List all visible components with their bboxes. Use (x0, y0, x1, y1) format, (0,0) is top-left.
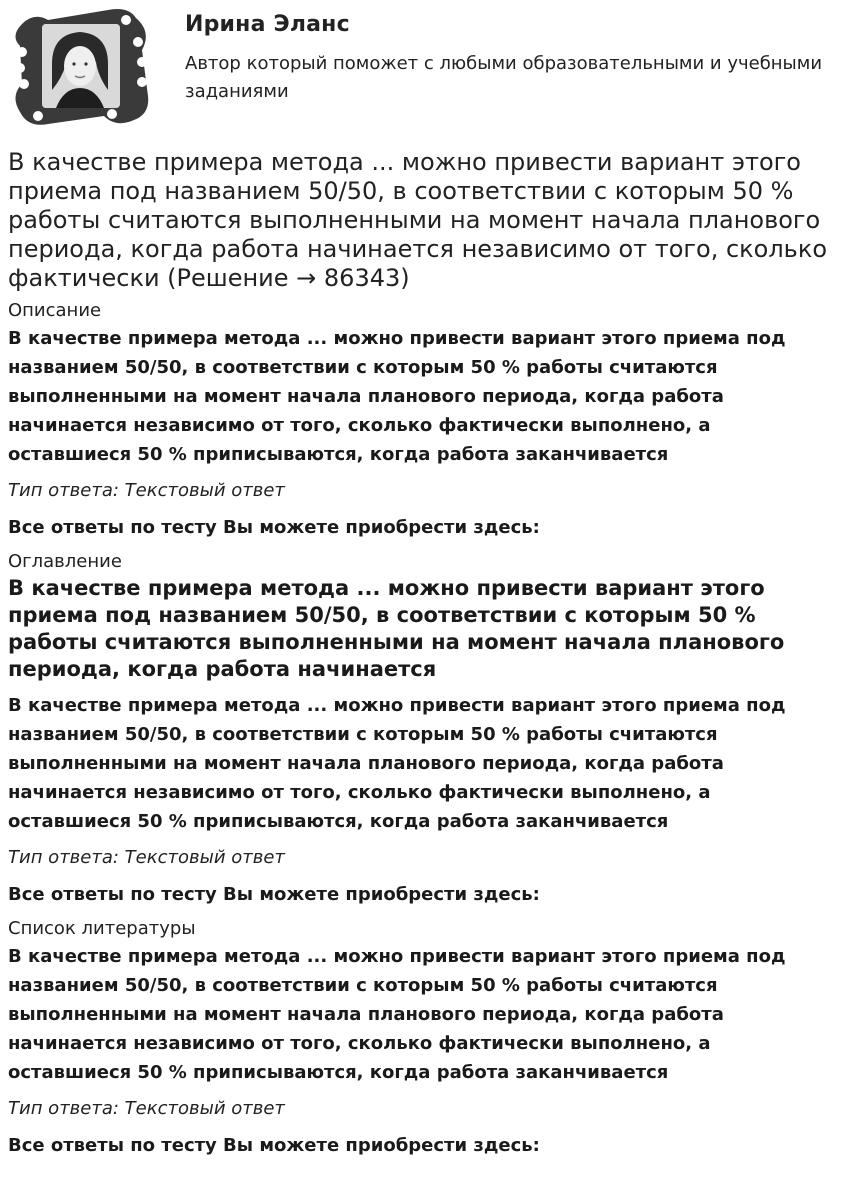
section-body: В качестве примера метода ... можно привести вариант этого приема под названием 50/50, в соответствии с которым 50 % работы считаются выполненными на момент начала планового периода, когда работа начинается независимо от того, сколько фактически выполнено, а оставшиеся 50 % приписываются, когда работа заканчивается (8, 946, 786, 1083)
answer-type: Тип ответа: Текстовый ответ (8, 480, 285, 501)
section-body: В качестве примера метода ... можно привести вариант этого приема под названием 50/50, в соответствии с которым 50 % работы считаются выполненными на момент начала планового периода, когда работа начинается независимо от того, сколько фактически выполнено, а оставшиеся 50 % приписываются, когда работа заканчивается (8, 328, 786, 465)
answer-type: Тип ответа: Текстовый ответ (8, 847, 285, 868)
content (8, 148, 833, 1169)
author-description: Автор который поможет с любыми образовательными и учебными заданиями (185, 53, 823, 102)
section-body: В качестве примера метода ... можно привести вариант этого приема под названием 50/50, в соответствии с которым 50 % работы считаются выполненными на момент начала планового периода, когда работа начинается независимо от того, сколько фактически выполнено, а оставшиеся 50 % приписываются, когда работа заканчивается (8, 695, 786, 832)
buy-link-text[interactable]: Все ответы по тесту Вы можете приобрести здесь: (8, 517, 540, 538)
buy-link-text[interactable]: Все ответы по тесту Вы можете приобрести здесь: (8, 1135, 540, 1156)
author-header (0, 0, 847, 140)
film-frame-icon (15, 9, 148, 125)
author-avatar (8, 6, 153, 126)
answer-type: Тип ответа: Текстовый ответ (8, 1098, 285, 1119)
section-toc (8, 551, 833, 907)
buy-link-text[interactable]: Все ответы по тесту Вы можете приобрести здесь: (8, 884, 540, 905)
section-bibliography (8, 918, 833, 1158)
page-title: В качестве примера метода ... можно привести вариант этого приема под названием 50/50, в соответствии с которым 50 % работы считаются выполненными на момент начала планового периода, когда работа начинается независимо от того, сколько фактически (Решение → 86343) (8, 148, 827, 292)
toc-heading: В качестве примера метода ... можно привести вариант этого приема под названием 50/50, в соответствии с которым 50 % работы считаются выполненными на момент начала планового периода, когда работа начинается (8, 576, 785, 681)
section-label: Оглавление (8, 551, 122, 572)
section-description (8, 300, 833, 540)
section-label: Список литературы (8, 918, 196, 939)
author-name: Ирина Эланс (185, 12, 350, 37)
section-label: Описание (8, 300, 102, 321)
